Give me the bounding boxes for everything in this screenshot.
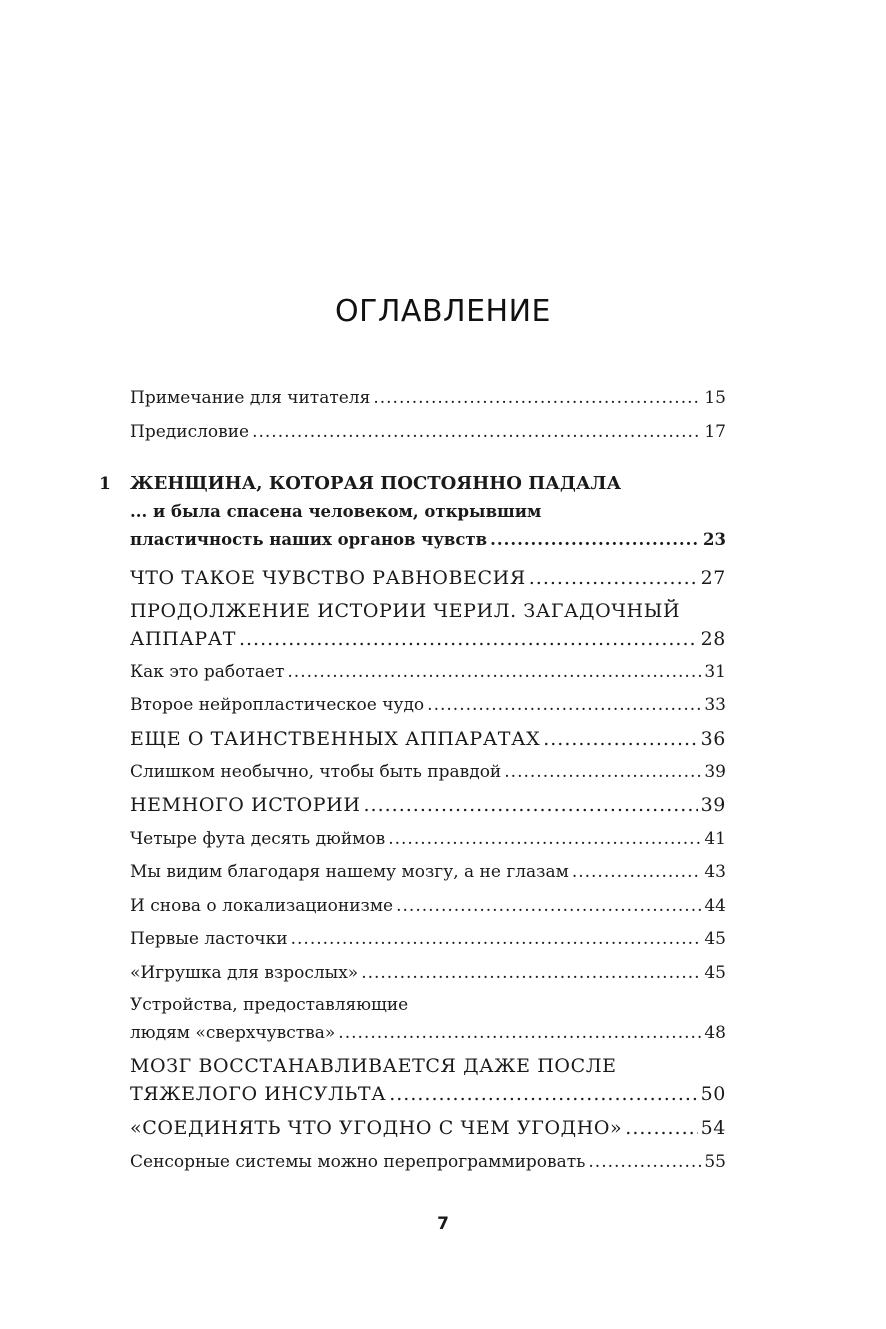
toc-entry[interactable] [130,725,726,753]
toc-page-number: 28 [700,628,726,650]
toc-page-number: 48 [704,1023,726,1043]
toc-entry-title: Слишком необычно, чтобы быть правдой [130,762,502,782]
toc-page-number: 54 [700,1117,726,1139]
dot-leader [396,892,701,920]
toc-entry-title: Устройства, предоставляющие [130,995,409,1015]
toc-entry[interactable] [130,1052,726,1108]
toc-page-number: 15 [704,388,726,408]
chapter-subtitle: пластичность наших органов чувств [130,530,488,549]
toc-entry-title: Четыре фута десять дюймов [130,829,386,849]
toc-entry-title: Мы видим благодаря нашему мозгу, а не глазам [130,862,569,882]
chapter-subtitle: ... и была спасена человеком, открывшим [130,502,542,521]
toc-page-number: 23 [703,530,726,549]
toc-entry-title: «СОЕДИНЯТЬ ЧТО УГОДНО С ЧЕМ УГОДНО» [130,1117,623,1139]
toc-entry[interactable] [130,925,726,953]
toc-page-number: 41 [704,829,726,849]
toc-page-number: 27 [700,567,726,589]
toc-entry-title: МОЗГ ВОССТАНАВЛИВАЕТСЯ ДАЖЕ ПОСЛЕ [130,1055,617,1077]
dot-leader [588,1148,701,1176]
toc-entry[interactable] [130,758,726,786]
dot-leader [490,526,700,554]
toc-entry-title: ПРОДОЛЖЕНИЕ ИСТОРИИ ЧЕРИЛ. ЗАГАДОЧНЫЙ [130,600,681,622]
toc-entry-title: Предисловие [130,422,250,442]
page-number: 7 [437,1214,449,1234]
toc-entry[interactable] [130,658,726,686]
toc-page-number: 43 [704,862,726,882]
toc-entry[interactable] [130,564,726,592]
toc-entry-title: «Игрушка для взрослых» [130,963,359,983]
toc-page-number: 55 [704,1152,726,1172]
toc-entry[interactable] [130,959,726,987]
dot-leader [625,1114,697,1142]
toc-entry[interactable] [130,991,726,1047]
dot-leader [291,925,702,953]
toc-entry[interactable] [130,1114,726,1142]
toc-entry-title: Примечание для читателя [130,388,371,408]
toc-entry[interactable] [130,1148,726,1176]
toc-entry-title: Первые ласточки [130,929,288,949]
toc-entry-title: И снова о локализационизме [130,896,394,916]
toc-entry[interactable] [130,791,726,819]
toc-page-number: 39 [700,794,726,816]
dot-leader [529,564,698,592]
toc-entry[interactable] [130,892,726,920]
dot-leader [287,658,701,686]
toc-entry-title: ЕЩЕ О ТАИНСТВЕННЫХ АППАРАТАХ [130,728,541,750]
dot-leader [504,758,701,786]
toc-entry[interactable] [130,825,726,853]
toc-page-number: 17 [704,422,726,442]
dot-leader [361,959,701,987]
toc-page-number: 31 [704,662,726,682]
toc-entry-title: Второе нейропластическое чудо [130,695,425,715]
toc-entry-title: АППАРАТ [130,628,236,650]
chapter-title: ЖЕНЩИНА, КОТОРАЯ ПОСТОЯННО ПАДАЛА [130,473,622,494]
toc-entry-title: Сенсорные системы можно перепрограммировать [130,1152,586,1172]
toc-entry[interactable] [130,858,726,886]
toc-entry[interactable] [130,418,726,446]
dot-leader [252,418,701,446]
toc-entry[interactable] [130,384,726,412]
dot-leader [388,825,701,853]
dot-leader [543,725,697,753]
toc-page-number: 39 [704,762,726,782]
toc-page-number: 45 [704,963,726,983]
toc-entry-title: ЧТО ТАКОЕ ЧУВСТВО РАВНОВЕСИЯ [130,567,526,589]
toc-entry-title: Как это работает [130,662,285,682]
dot-leader [389,1080,697,1108]
dot-leader [338,1019,701,1047]
chapter-number: 1 [99,474,111,494]
toc-page-number: 33 [704,695,726,715]
dot-leader [239,625,698,653]
toc-page-number: 36 [700,728,726,750]
toc-page-number: 45 [704,929,726,949]
dot-leader [572,858,702,886]
toc-entry-title: людям «сверхчувства» [130,1023,336,1043]
dot-leader [373,384,701,412]
toc-page-number: 44 [704,896,726,916]
toc-entry-title: НЕМНОГО ИСТОРИИ [130,794,361,816]
dot-leader [364,791,698,819]
toc-page-number: 50 [700,1083,726,1105]
toc-entry-title: ТЯЖЕЛОГО ИНСУЛЬТА [130,1083,387,1105]
toc-entry[interactable] [130,691,726,719]
dot-leader [427,691,701,719]
toc-entry[interactable] [130,597,726,653]
chapter-entry[interactable] [99,470,726,554]
page-title: ОГЛАВЛЕНИЕ [334,294,552,329]
